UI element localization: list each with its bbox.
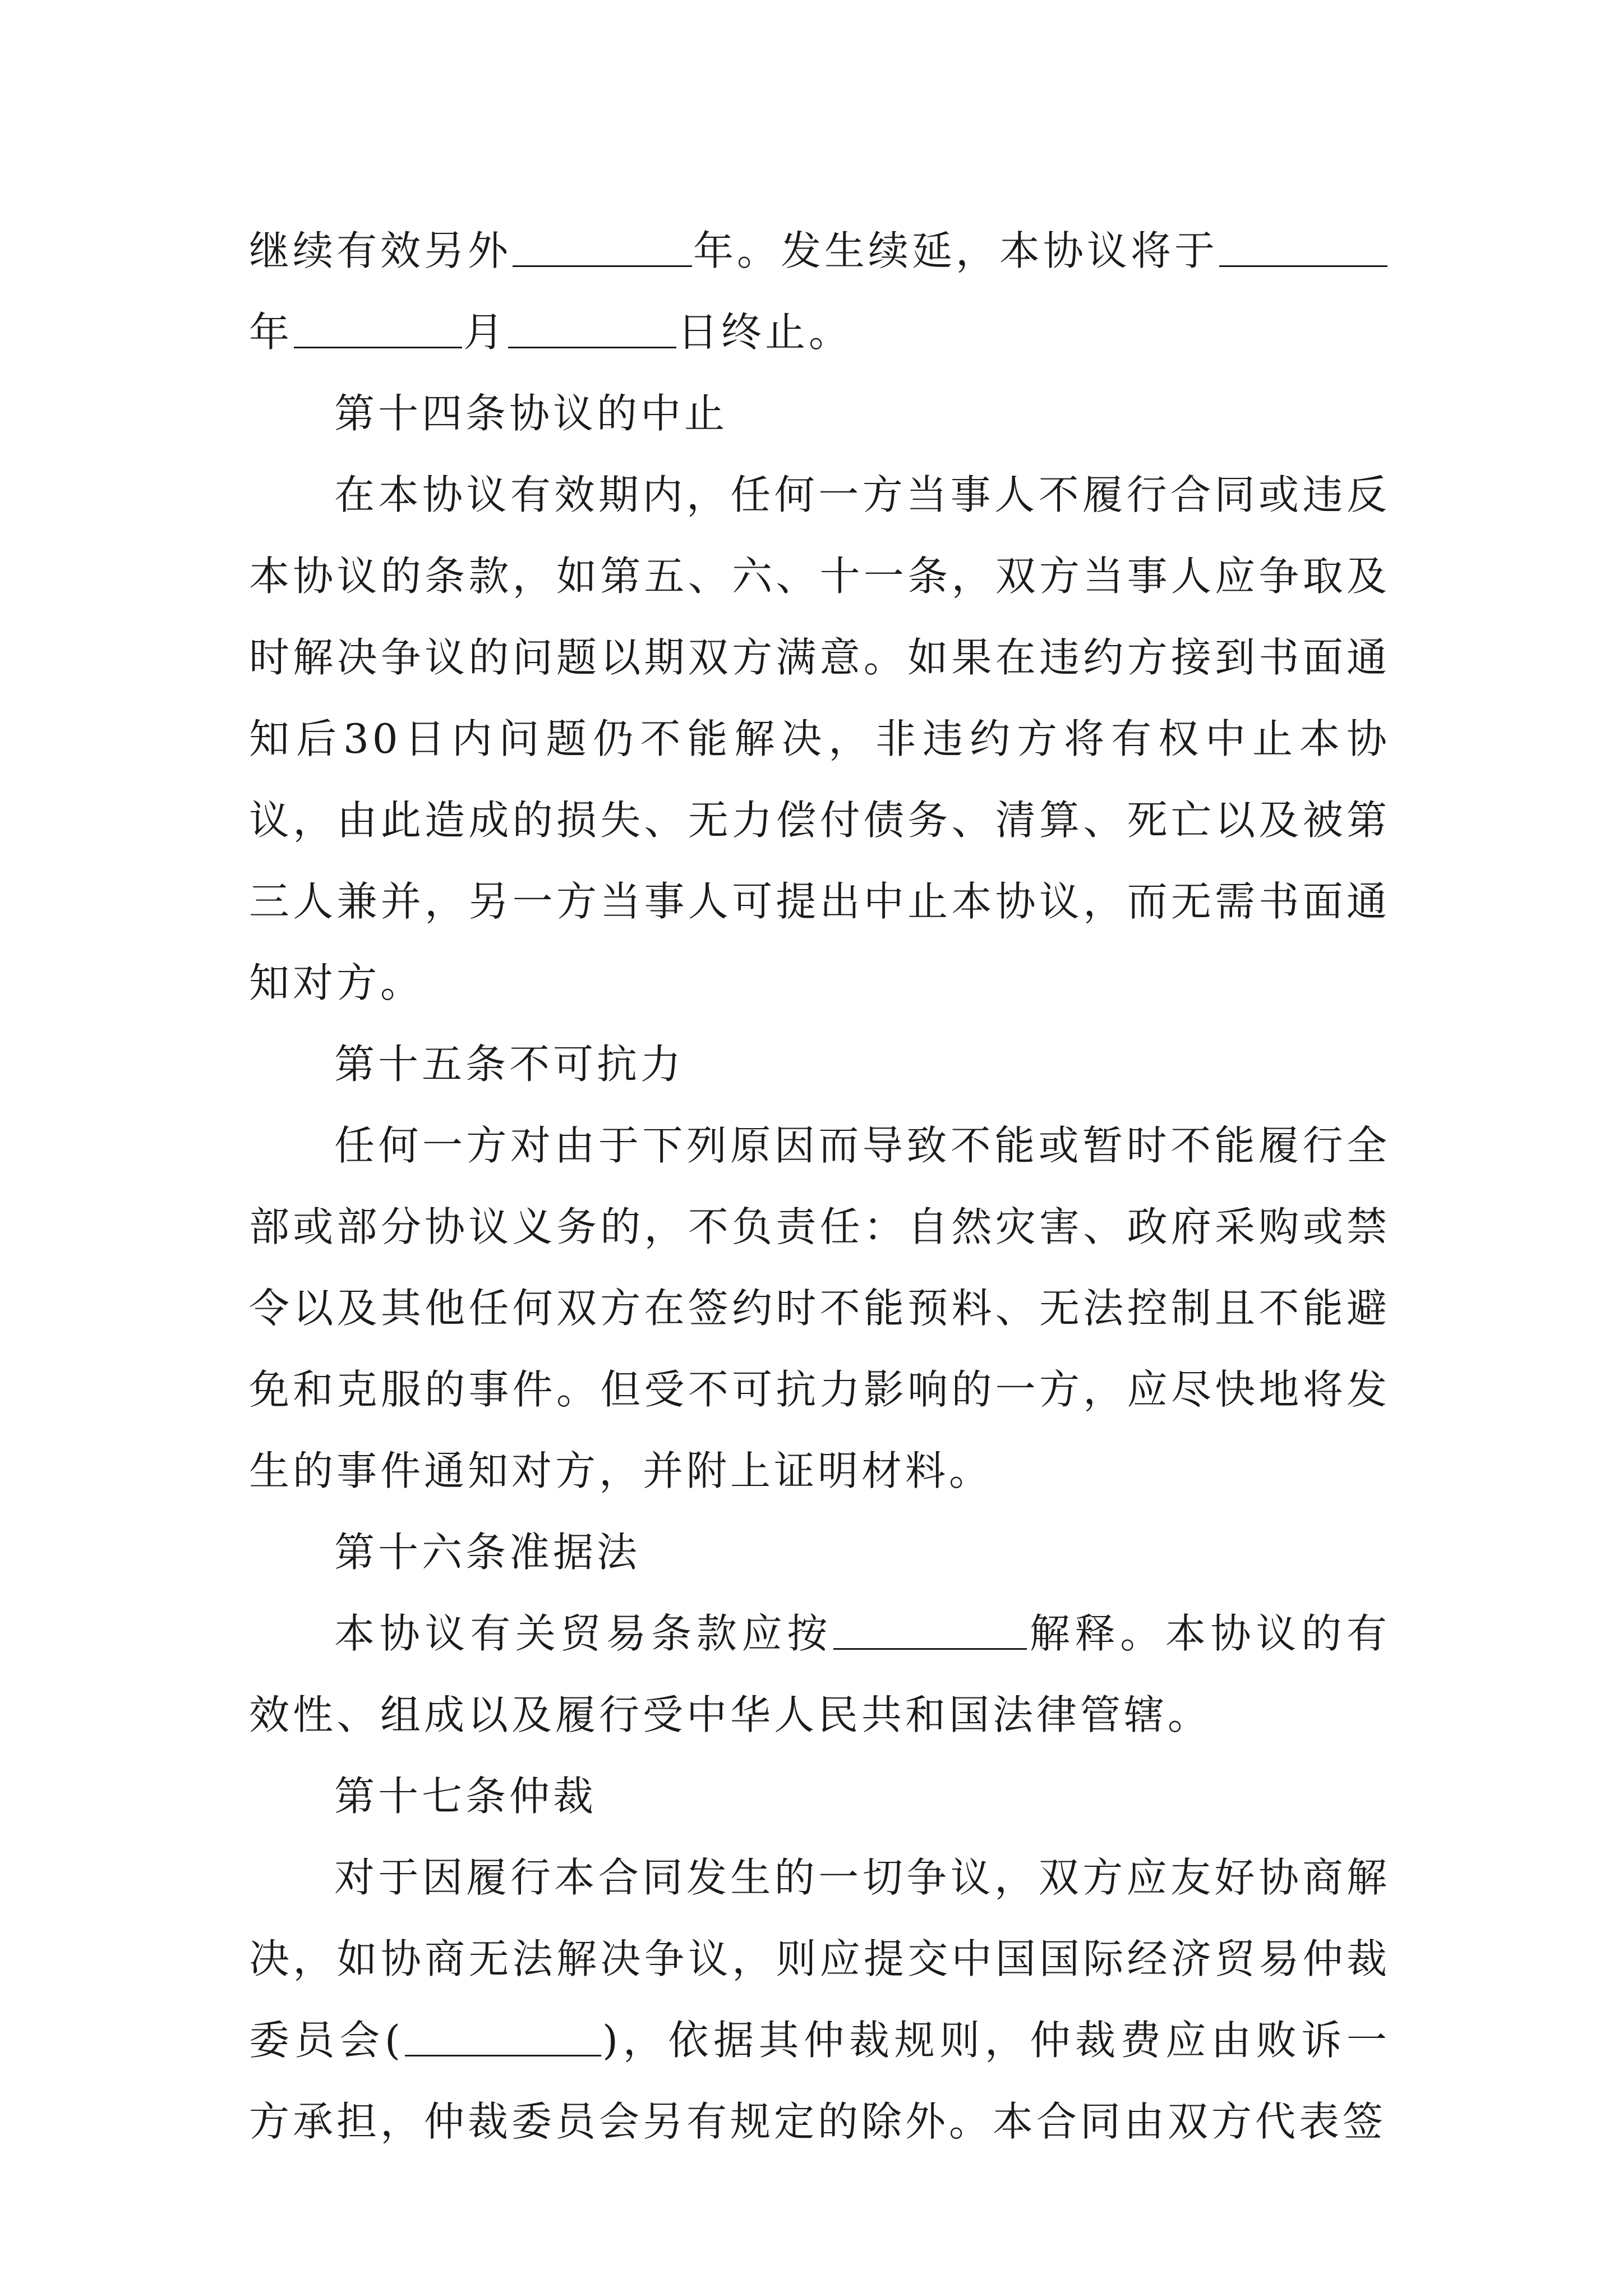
heading-article-14: 第十四条协议的中止 <box>334 390 728 437</box>
text-segment: 本协议有关贸易条款应按 <box>334 1610 833 1657</box>
blank-field-years <box>513 225 692 267</box>
text-segment: 继续有效另外 <box>249 227 512 274</box>
blank-field-end-year-prefix <box>1219 225 1387 267</box>
text-segment: 解释。本协议的有效性、组成以及履行受中华人民共和国法律管辖。 <box>249 1610 1390 1738</box>
text-segment: 月 <box>463 309 508 356</box>
text-segment: 对于因履行本合同发生的一切争议，双方应友好协商解决，如协商无法解决争议，则应提交中国国际经济贸易仲裁委员会( <box>249 1854 1390 2064</box>
paragraph-article-14: 在本协议有效期内，任何一方当事人不履行合同或违反本协议的条款，如第五、六、十一条，双方当事人应争取及时解决争议的问题以期双方满意。如果在违约方接到书面通知后30日内问题仍不能解决，非违约方将有权中止本协议，由此造成的损失、无力偿付债务、清算、死亡以及被第三人兼并，另一方当事人可提出中止本协议，而无需书面通知对方。 <box>249 471 1390 1006</box>
heading-article-15: 第十五条不可抗力 <box>334 1041 685 1088</box>
blank-field-end-month <box>508 306 676 348</box>
heading-article-16: 第十六条准据法 <box>334 1529 641 1576</box>
paragraph-article-15: 任何一方对由于下列原因而导致不能或暂时不能履行全部或部分协议义务的，不负责任：自然灾害、政府采购或禁令以及其他任何双方在签约时不能预料、无法控制且不能避免和克服的事件。但受不可抗力影响的一方，应尽快地将发生的事件通知对方，并附上证明材料。 <box>249 1122 1390 1494</box>
document-body <box>249 210 1390 2162</box>
blank-field-trade-terms <box>833 1608 1027 1650</box>
text-segment: )，依据其仲裁规则，仲裁费应由败诉一方承担，仲裁委员会另有规定的除外。本合同由双方代表签 <box>249 2017 1390 2145</box>
blank-field-arbitration-location <box>405 2014 601 2056</box>
paragraph-term-extension <box>249 210 1390 373</box>
blank-field-end-year <box>294 306 462 348</box>
text-segment: 日终止。 <box>677 309 853 356</box>
paragraph-article-16 <box>249 1593 1390 1756</box>
heading-article-17: 第十七条仲裁 <box>334 1773 597 1820</box>
paragraph-article-17 <box>249 1837 1390 2162</box>
text-segment: 年 <box>249 309 293 356</box>
text-segment: 年。发生续延，本协议将于 <box>693 227 1219 274</box>
